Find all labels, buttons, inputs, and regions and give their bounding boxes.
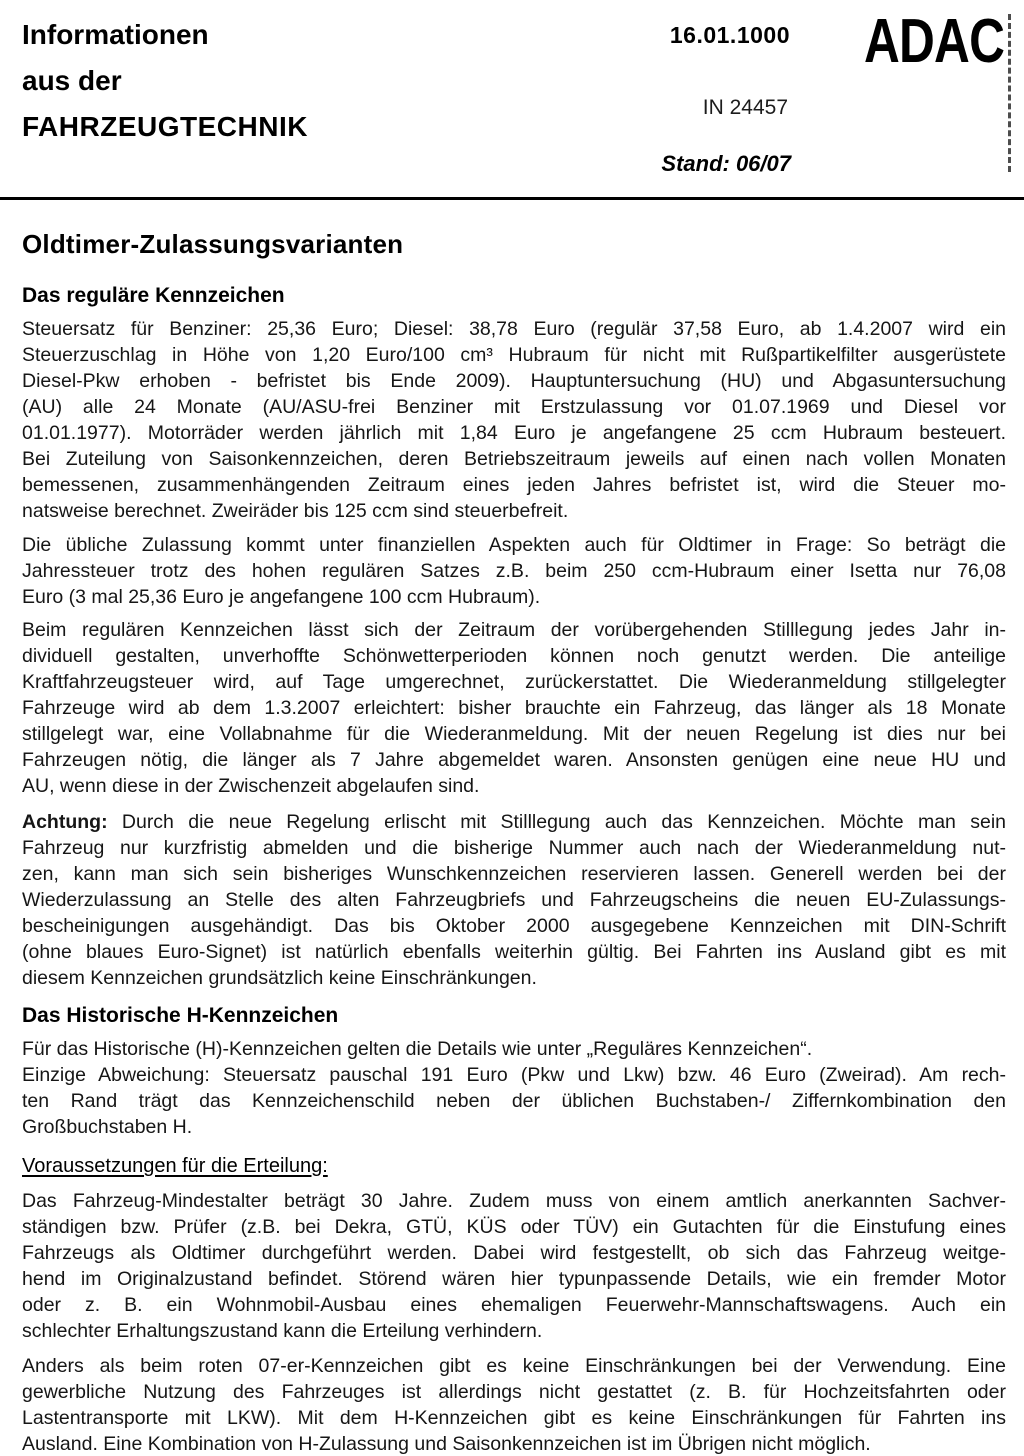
page-title: Oldtimer-Zulassungsvarianten — [22, 229, 404, 259]
text-line: Fahrzeuge wird ab dem 1.3.2007 erleichtert: bisher brauchte ein Fahrzeug, das länger als 18 Monate — [22, 697, 1006, 719]
text-line: Steuerzuschlag in Höhe von 1,20 Euro/100 cm³ Hubraum für nicht mit Rußpartikelfilter ausgerüstete — [22, 344, 1006, 366]
text-line: Steuersatz für Benziner: 25,36 Euro; Diesel: 38,78 Euro (regulär 37,58 Euro, ab 1.4.2007 wird ein — [22, 318, 1006, 340]
publication-title-line-1: Informationen — [22, 19, 209, 50]
text-line: (AU) alle 24 Monate (AU/ASU-frei Benziner mit Erstzulassung vor 01.07.1969 und Diesel vor — [22, 396, 1006, 418]
paragraph-regular-tax — [22, 316, 1006, 524]
doc-number: 16.01.1000 — [669, 22, 790, 48]
text-line: Diesel-Pkw erhoben - befristet bis Ende 2009). Hauptuntersuchung (HU) und Abgasuntersuchung — [22, 370, 1006, 392]
section-heading-requirements — [22, 1152, 1006, 1180]
header-divider — [0, 197, 1024, 200]
text-line: natsweise berechnet. Zweiräder bis 125 ccm sind steuerbefreit. — [22, 500, 569, 522]
stand-date: Stand: 06/07 — [661, 151, 791, 176]
text-line: oder z. B. ein Wohnmobil-Ausbau eines ehemaligen Feuerwehr-Mannschaftswagens. Auch ein — [22, 1294, 1006, 1316]
text-line: 01.01.1977). Motorräder werden jährlich mit 1,84 Euro je angefangene 25 ccm Hubraum besteuert. — [22, 422, 1006, 444]
requirements-heading-text: Voraussetzungen für die Erteilung: — [22, 1155, 328, 1177]
adac-logo: ADAC — [863, 7, 1004, 76]
text-line: schlechter Erhaltungszustand kann die Erteilung verhindern. — [22, 1320, 543, 1342]
paragraph-usage-restrictions — [22, 1353, 1006, 1456]
text-line: Beim regulären Kennzeichen lässt sich der Zeitraum der vorübergehenden Stilllegung jedes Jahr in- — [22, 619, 1006, 641]
text-line — [22, 809, 1006, 835]
text-line: Bei Zuteilung von Saisonkennzeichen, deren Betriebszeitraum jeweils auf einen nach vollen Monaten — [22, 448, 1006, 470]
text-line: Kraftfahrzeugsteuer wird, auf Tage umgerechnet, zurückerstattet. Die Wiederanmeldung stillgelegter — [22, 671, 1006, 693]
text-line: zen, kann man sich sein bisheriges Wunschkennzeichen reservieren lassen. Generell werden bei der — [22, 863, 1006, 885]
section-heading-regular: Das reguläre Kennzeichen — [22, 284, 285, 307]
text-line: gewerbliche Nutzung des Fahrzeuges ist allerdings nicht gestattet (z. B. für Hochzeitsfahrten oder — [22, 1381, 1006, 1403]
text-line: Wiederzulassung an Stelle des alten Fahrzeugbriefs und Fahrzeugscheins die neuen EU-Zulassungs- — [22, 889, 1006, 911]
publication-title-line-3: FAHRZEUGTECHNIK — [22, 111, 308, 142]
text-line: Die übliche Zulassung kommt unter finanziellen Aspekten auch für Oldtimer in Frage: So beträgt die — [22, 534, 1006, 556]
text-line: Lastentransporte mit LKW). Mit dem H-Kennzeichen gibt es keine Einschränkungen für Fahrten ins — [22, 1407, 1006, 1429]
text-line: diesem Kennzeichen grundsätzlich keine Einschränkungen. — [22, 967, 537, 989]
text-line: (ohne blaues Euro-Signet) ist natürlich ebenfalls weiterhin gültig. Bei Fahrten ins Ausland gibt es mit — [22, 941, 1006, 963]
page-header — [0, 0, 1024, 197]
text-line: Einzige Abweichung: Steuersatz pauschal 191 Euro (Pkw und Lkw) bzw. 46 Euro (Zweirad). Am rech- — [22, 1064, 1006, 1086]
paragraph-stilllegung — [22, 617, 1006, 799]
text-line: bemessenen, zusammenhängenden Zeitraum eines jeden Jahres befristet ist, wird die Steuer mo- — [22, 474, 1006, 496]
text-line: Für das Historische (H)-Kennzeichen gelten die Details wie unter „Reguläres Kennzeichen“. — [22, 1038, 813, 1060]
text-line: Ausland. Eine Kombination von H-Zulassung und Saisonkennzeichen ist im Übrigen nicht möglich. — [22, 1433, 871, 1455]
text-line: Jahressteuer trotz des hohen regulären Satzes z.B. beim 250 ccm-Hubraum einer Isetta nur 76,08 — [22, 560, 1006, 582]
text-line: Fahrzeugs als Oldtimer durchgeführt werden. Dabei wird festgestellt, ob sich das Fahrzeug weitge- — [22, 1242, 1006, 1264]
page-edge-marks — [1008, 14, 1011, 172]
text-line: hend im Originalzustand befindet. Störend wären hier typunpassende Details, wie ein fremder Motor — [22, 1268, 1006, 1290]
text-line: Das Fahrzeug-Mindestalter beträgt 30 Jahre. Zudem muss von einem amtlich anerkannten Sachver- — [22, 1190, 1006, 1212]
text-line: ständigen bzw. Prüfer (z.B. bei Dekra, GTÜ, KÜS oder TÜV) ein Gutachten für die Einstufung eines — [22, 1216, 1006, 1238]
document-body — [0, 228, 1024, 1456]
publication-title-line-2: aus der — [22, 65, 122, 96]
text-line: Fahrzeug nur kurzfristig abmelden und die bisherige Nummer auch nach der Wiederanmeldung nut- — [22, 837, 1006, 859]
text-line: AU, wenn diese in der Zwischenzeit abgelaufen sind. — [22, 775, 480, 797]
achtung-label: Achtung: — [22, 811, 108, 833]
achtung-line-rest: Durch die neue Regelung erlischt mit Stilllegung auch das Kennzeichen. Möchte man sein — [107, 811, 1006, 833]
text-line: Fahrzeugen nötig, die länger als 7 Jahre abgemeldet waren. Ansonsten genügen eine neue HU und — [22, 749, 1006, 771]
paragraph-achtung-note — [22, 809, 1006, 991]
text-line: Euro (3 mal 25,36 Euro je angefangene 100 ccm Hubraum). — [22, 586, 541, 608]
text-line: dividuell gestalten, unverhoffte Schönwetterperioden können noch genutzt werden. Die anteilige — [22, 645, 1006, 667]
publication-title — [22, 12, 308, 150]
text-line: bescheinigungen ausgehändigt. Das bis Oktober 2000 ausgegebene Kennzeichen mit DIN-Schrift — [22, 915, 1006, 937]
text-line: stillgelegt war, eine Vollabnahme für die Wiederanmeldung. Mit der neuen Regelung ist dies nur bei — [22, 723, 1006, 745]
paragraph-oldtimer-costs — [22, 532, 1006, 610]
text-line: Anders als beim roten 07-er-Kennzeichen gibt es keine Einschränkungen bei der Verwendung. Eine — [22, 1355, 1006, 1377]
paragraph-erteilung-requirements — [22, 1188, 1006, 1344]
text-line: Großbuchstaben H. — [22, 1116, 193, 1138]
text-line: ten Rand trägt das Kennzeichenschild neben der üblichen Buchstaben-/ Ziffernkombination den — [22, 1090, 1006, 1112]
section-heading-historic: Das Historische H-Kennzeichen — [22, 1004, 339, 1027]
paragraph-h-kennzeichen-details — [22, 1062, 1006, 1140]
paragraph-h-kennzeichen-intro — [22, 1036, 1006, 1062]
doc-id: IN 24457 — [702, 96, 788, 119]
